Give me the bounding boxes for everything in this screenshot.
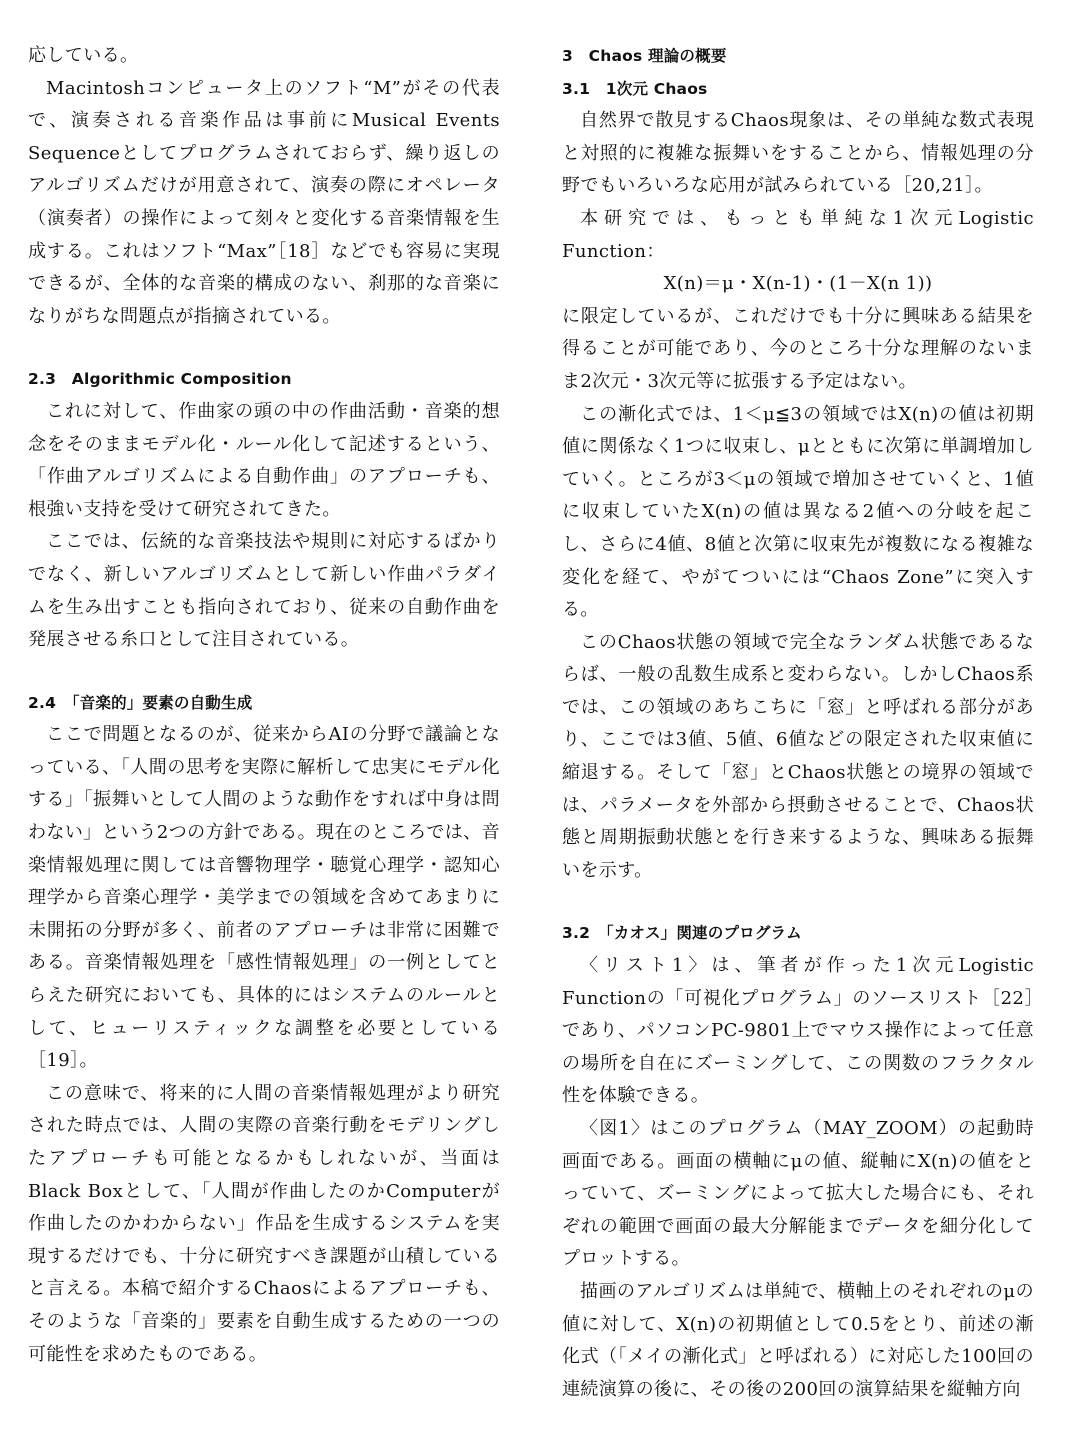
paragraph-macintosh-software: Macintoshコンピュータ上のソフト“M”がその代表で、演奏される音楽作品は事前にMusical Events Sequenceとしてプログラムされておらず、繰り返しのアルゴリズムだけが用意されて、演奏の際にオペレータ（演奏者）の操作によって刻々と変化する音楽情報を生成する。これはソフト“Max”［18］などでも容易に実現できるが、全体的な音楽的構成のない、刹那的な音楽になりがちな問題点が指摘されている。 bbox=[28, 77, 500, 327]
section-heading-2-4: 2.4 「音楽的」要素の自動生成 bbox=[28, 693, 253, 712]
logistic-equation: X(n)＝μ・X(n-1)・(1－X(n 1)) bbox=[663, 273, 933, 295]
paragraph-chaos-windows: このChaos状態の領域で完全なランダム状態であるならば、一般の乱数生成系と変わらない。しかしChaos系では、この領域のあちこちに「窓」と呼ばれる部分があり、ここでは3値、5値、6値などの限定された収束値に縮退する。そして「窓」とChaos状態との境界の領域では、パラメータを外部から摂動させることで、Chaos状態と周期振動状態とを行き来するような、興味ある振舞いを示す。 bbox=[562, 631, 1034, 881]
section-heading-3: 3 Chaos 理論の概要 bbox=[562, 47, 727, 65]
section-heading-3-1: 3.1 1次元 Chaos bbox=[562, 79, 708, 98]
paragraph-limited-scope: に限定しているが、これだけでも十分に興味ある結果を得ることが可能であり、今のところ十分な理解のないまま2次元・3次元等に拡張する予定はない。 bbox=[562, 305, 1034, 392]
paragraph-list-1: 〈リスト1〉は、筆者が作った1次元Logistic Functionの「可視化プログラム」のソースリスト［22］であり、パソコンPC-9801上でマウス操作によって任意の場所を自在にズーミングして、この関数のフラクタル性を体験できる。 bbox=[562, 955, 1034, 1107]
paragraph-drawing-algorithm: 描画のアルゴリズムは単純で、横軸上のそれぞれのμの値に対して、X(n)の初期値として0.5をとり、前述の漸化式（「メイの漸化式」と呼ばれる）に対応した100回の連続演算の後に、その後の200回の演算結果を縦軸方向 bbox=[562, 1280, 1034, 1400]
paragraph-logistic-function: 本研究では、もっとも単純な1次元Logistic Function： bbox=[562, 207, 1034, 262]
paragraph-continuation: 応している。 bbox=[28, 45, 139, 66]
paragraph-black-box: この意味で、将来的に人間の音楽情報処理がより研究された時点では、人間の実際の音楽行動をモデリングしたアプローチも可能となるかもしれないが、当面はBlack Boxとして、「人間が作曲したのかComputerが作曲したのかわからない」作品を生成するシステムを実現するだけでも、十分に研究すべき課題が山積していると言える。本稿で紹介するChaosによるアプローチも、そのような「音楽的」要素を自動生成するための一つの可能性を求めたものである。 bbox=[28, 1082, 500, 1365]
section-heading-3-2: 3.2 「カオス」関連のプログラム bbox=[562, 924, 802, 943]
paragraph-chaos-phenomena: 自然界で散見するChaos現象は、その単純な数式表現と対照的に複雑な振舞いをすることから、情報処理の分野でもいろいろな応用が試みられている［20,21］。 bbox=[562, 110, 1034, 197]
right-column bbox=[562, 40, 1034, 1406]
paragraph-algorithmic-composition: これに対して、作曲家の頭の中の作曲活動・音楽的想念をそのままモデル化・ルール化して記述するという、「作曲アルゴリズムによる自動作曲」のアプローチも、根強い支持を受けて研究されてきた。 bbox=[28, 400, 500, 520]
section-heading-2-3: 2.3 Algorithmic Composition bbox=[28, 370, 292, 389]
paragraph-new-paradigm: ここでは、伝統的な音楽技法や規則に対応するばかりでなく、新しいアルゴリズムとして新しい作曲パラダイムを生み出すことも指向されており、従来の自動作曲を発展させる糸口として注目されている。 bbox=[28, 531, 500, 651]
paragraph-ai-approaches: ここで問題となるのが、従来からAIの分野で議論となっている、「人間の思考を実際に解析して忠実にモデル化する」「振舞いとして人間のような動作をすれば中身は問わない」という2つの方針である。現在のところでは、音楽情報処理に関しては音響物理学・聴覚心理学・認知心理学から音楽心理学・美学までの領域を含めてあまりに未開拓の分野が多く、前者のアプローチは非常に困難である。音楽情報処理を「感性情報処理」の一例としてとらえた研究においても、具体的にはシステムのルールとして、ヒューリスティックな調整を必要としている［19］。 bbox=[28, 724, 500, 1072]
left-column bbox=[28, 40, 500, 1371]
paragraph-figure-1: 〈図1〉はこのプログラム（MAY_ZOOM）の起動時画面である。画面の横軸にμの値、縦軸にX(n)の値をとっていて、ズーミングによって拡大した場合にも、それぞれの範囲で画面の最大分解能までデータを細分化してプロットする。 bbox=[562, 1118, 1034, 1270]
paragraph-bifurcation: この漸化式では、1＜μ≦3の領域ではX(n)の値は初期値に関係なく1つに収束し、μとともに次第に単調増加していく。ところが3＜μの領域で増加させていくと、1値に収束していたX(n)の値は異なる2値への分岐を起こし、さらに4値、8値と次第に収束先が複数になる複雑な変化を経て、やがてついには“Chaos Zone”に突入する。 bbox=[562, 403, 1034, 621]
